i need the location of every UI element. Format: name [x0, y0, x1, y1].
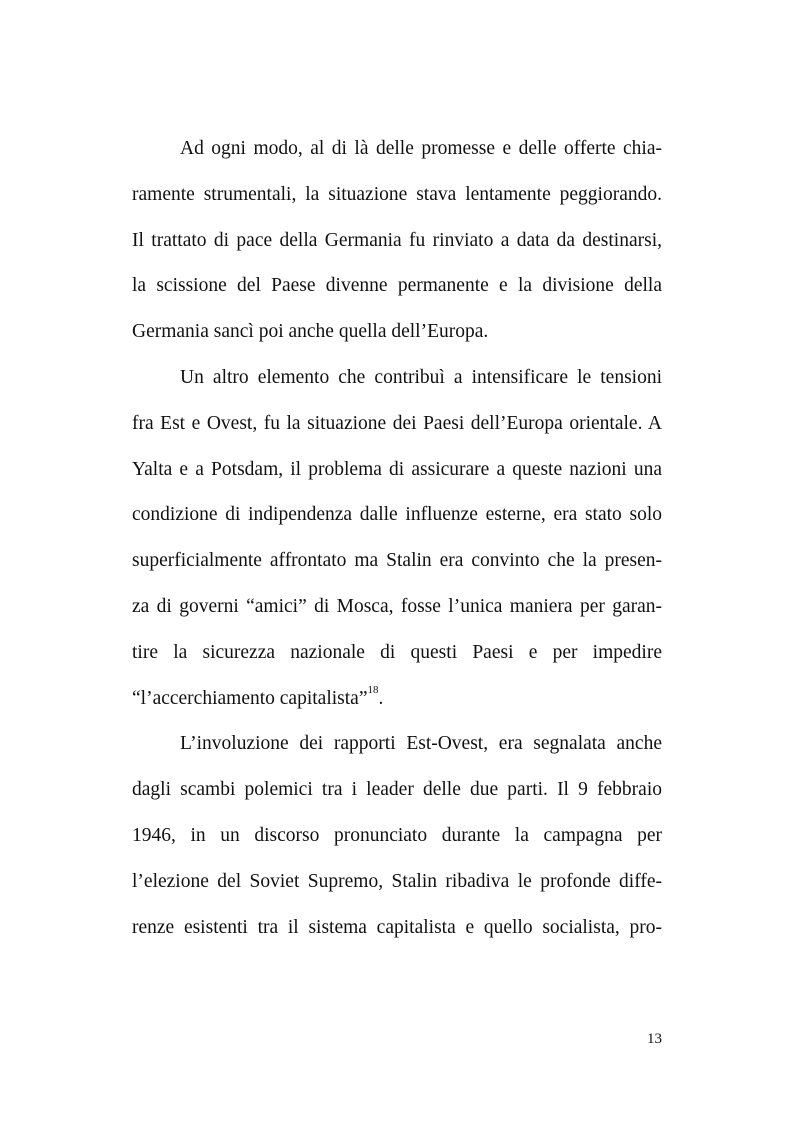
paragraph-2-line-2: fra Est e Ovest, fu la situazione dei Paesi dell’Europa orientale. A: [132, 412, 662, 434]
paragraph-3-line-3: 1946, in un discorso pronunciato durante la campagna per: [132, 824, 662, 846]
paragraph-1-line-1: Ad ogni modo, al di là delle promesse e delle offerte chia-: [180, 138, 662, 159]
paragraph-3-line-4: l’elezione del Soviet Supremo, Stalin ribadiva le profonde diffe-: [132, 870, 662, 892]
paragraph-3-line-1: L’involuzione dei rapporti Est-Ovest, era segnalata anche: [180, 733, 662, 755]
paragraph-2-line-6: za di governi “amici” di Mosca, fosse l’unica maniera per garan-: [132, 595, 662, 617]
sentence-end: .: [378, 687, 384, 709]
paragraph-3-line-2: dagli scambi polemici tra i leader delle due parti. Il 9 febbraio: [132, 779, 662, 801]
paragraph-2-line-5: superficialmente affrontato ma Stalin era convinto che la presen-: [132, 550, 662, 572]
quoted-phrase: “l’accerchiamento capitalista”: [132, 687, 368, 709]
paragraph-2-line-4: condizione di indipendenza dalle influenze esterne, era stato solo: [132, 504, 662, 526]
paragraph-2-line-8: [132, 676, 662, 722]
body-text: [132, 126, 662, 950]
paragraph-2-line-7: tire la sicurezza nazionale di questi Paesi e per impedire: [132, 641, 662, 663]
paragraph-1-line-4: la scissione del Paese divenne permanente e la divisione della: [132, 275, 662, 297]
paragraph-1-line-2: ramente strumentali, la situazione stava lentamente peggiorando.: [132, 183, 662, 205]
footnote-reference[interactable]: 18: [367, 684, 379, 697]
paragraph-2-line-3: Yalta e a Potsdam, il problema di assicurare a queste nazioni una: [132, 458, 662, 480]
paragraph-3-line-5: renze esistenti tra il sistema capitalista e quello socialista, pro-: [132, 916, 662, 938]
page-number: 13: [647, 1031, 662, 1047]
paragraph-1-line-5: Germania sancì poi anche quella dell’Europa.: [132, 321, 489, 343]
paragraph-2-line-1: Un altro elemento che contribuì a intensificare le tensioni: [180, 366, 662, 388]
paragraph-1-line-3: Il trattato di pace della Germania fu rinviato a data da destinarsi,: [132, 229, 662, 251]
